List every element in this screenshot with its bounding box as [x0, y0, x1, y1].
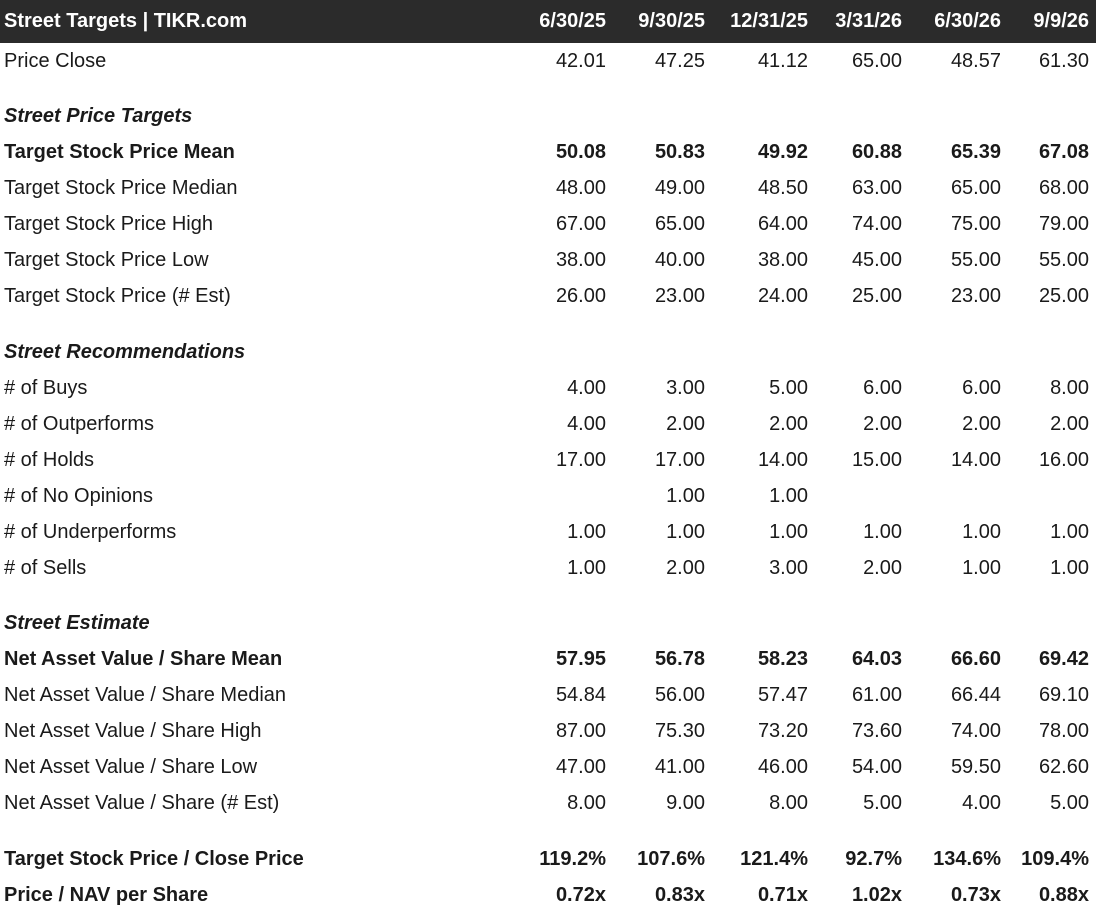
table-row [0, 841, 1096, 877]
table-cell [1001, 478, 1089, 514]
table-cell: 50.83 [654, 141, 705, 163]
table-cell: 1.00 [666, 485, 705, 507]
table-row [0, 242, 1096, 278]
table-row [0, 43, 1096, 79]
table-cell: 41.00 [654, 756, 705, 778]
row-label: Target Stock Price / Close Price [4, 848, 304, 870]
table-cell: 45.00 [851, 249, 902, 271]
table-cell: 1.00 [1050, 521, 1089, 543]
table-cell: 64.00 [757, 213, 808, 235]
table-cell: 1.00 [769, 485, 808, 507]
table-cell: 74.00 [950, 720, 1001, 742]
table-cell: 54.00 [851, 756, 902, 778]
table-cell: 67.00 [555, 213, 606, 235]
table-cell: 6.00 [863, 377, 902, 399]
table-cell: 46.00 [757, 756, 808, 778]
table-cell: 1.02x [851, 884, 902, 906]
table-cell: 5.00 [863, 792, 902, 814]
table-cell: 119.2% [539, 848, 606, 870]
row-label: Target Stock Price Median [4, 177, 238, 199]
table-cell: 17.00 [555, 449, 606, 471]
table-row [0, 877, 1096, 913]
table-row [0, 550, 1096, 586]
table-cell: 15.00 [851, 449, 902, 471]
row-label: Target Stock Price (# Est) [4, 285, 231, 307]
table-cell: 42.01 [555, 50, 606, 72]
table-cell [500, 478, 606, 514]
table-cell: 14.00 [950, 449, 1001, 471]
table-cell: 2.00 [962, 413, 1001, 435]
table-cell: 87.00 [555, 720, 606, 742]
table-cell: 38.00 [555, 249, 606, 271]
table-cell: 73.60 [851, 720, 902, 742]
table-cell: 47.00 [555, 756, 606, 778]
table-cell: 16.00 [1038, 449, 1089, 471]
table-cell: 40.00 [654, 249, 705, 271]
table-cell: 2.00 [863, 557, 902, 579]
table-cell: 58.23 [757, 648, 808, 670]
table-cell: 75.30 [654, 720, 705, 742]
table-row [0, 370, 1096, 406]
table-cell: 8.00 [567, 792, 606, 814]
table-row [0, 785, 1096, 821]
table-row [0, 134, 1096, 170]
table-row [0, 442, 1096, 478]
table-cell: 57.95 [555, 648, 606, 670]
table-cell: 1.00 [1050, 557, 1089, 579]
row-label: Target Stock Price Mean [4, 141, 235, 163]
table-cell: 75.00 [950, 213, 1001, 235]
table-cell: 3.00 [666, 377, 705, 399]
row-label: Price / NAV per Share [4, 884, 209, 906]
column-header: 12/31/25 [730, 10, 808, 32]
section-heading-row [0, 98, 1096, 134]
table-cell: 65.00 [654, 213, 705, 235]
table-cell: 107.6% [637, 848, 705, 870]
row-label: Net Asset Value / Share Median [4, 684, 287, 706]
table-cell: 48.50 [757, 177, 808, 199]
table-cell: 49.92 [757, 141, 808, 163]
table-row [0, 478, 1096, 514]
table-cell: 23.00 [950, 285, 1001, 307]
table-cell [808, 478, 902, 514]
section-heading-row [0, 605, 1096, 641]
row-label: Price Close [4, 50, 107, 72]
table-cell: 47.25 [654, 50, 705, 72]
table-cell: 6.00 [962, 377, 1001, 399]
table-cell: 79.00 [1038, 213, 1089, 235]
table-cell: 0.88x [1038, 884, 1089, 906]
row-label: Target Stock Price Low [4, 249, 209, 271]
table-cell: 0.83x [654, 884, 705, 906]
row-label: # of No Opinions [4, 485, 153, 507]
table-cell: 23.00 [654, 285, 705, 307]
table-cell: 56.00 [654, 684, 705, 706]
table-cell: 68.00 [1038, 177, 1089, 199]
table-cell: 0.72x [555, 884, 606, 906]
row-label: # of Holds [4, 449, 95, 471]
table-cell: 9.00 [666, 792, 705, 814]
table-cell: 62.60 [1038, 756, 1089, 778]
section-heading: Street Estimate [4, 612, 150, 634]
table-row [0, 406, 1096, 442]
table-cell: 134.6% [933, 848, 1001, 870]
table-cell: 65.00 [950, 177, 1001, 199]
table-cell: 25.00 [1038, 285, 1089, 307]
table-cell: 1.00 [962, 521, 1001, 543]
table-cell: 64.03 [851, 648, 902, 670]
table-cell: 2.00 [863, 413, 902, 435]
table-cell: 55.00 [1038, 249, 1089, 271]
table-cell: 25.00 [851, 285, 902, 307]
table-cell: 4.00 [962, 792, 1001, 814]
table-cell: 2.00 [666, 557, 705, 579]
row-label: Net Asset Value / Share Low [4, 756, 258, 778]
table-row [0, 641, 1096, 677]
table-cell: 121.4% [740, 848, 808, 870]
table-cell: 78.00 [1038, 720, 1089, 742]
table-cell: 2.00 [666, 413, 705, 435]
table-cell: 1.00 [863, 521, 902, 543]
table-cell: 2.00 [769, 413, 808, 435]
table-cell: 2.00 [1050, 413, 1089, 435]
table-cell: 56.78 [654, 648, 705, 670]
table-cell: 74.00 [851, 213, 902, 235]
table-cell [902, 478, 1001, 514]
table-cell: 0.73x [950, 884, 1001, 906]
row-label: # of Buys [4, 377, 88, 399]
row-label: # of Outperforms [4, 413, 155, 435]
table-row [0, 749, 1096, 785]
table-cell: 57.47 [757, 684, 808, 706]
table-cell: 65.39 [950, 141, 1001, 163]
section-heading: Street Price Targets [4, 105, 193, 127]
row-label: Net Asset Value / Share Mean [4, 648, 283, 670]
row-label: # of Sells [4, 557, 87, 579]
table-cell: 69.42 [1038, 648, 1089, 670]
section-heading-row [0, 334, 1096, 370]
row-label: # of Underperforms [4, 521, 177, 543]
column-header: 9/9/26 [1033, 10, 1089, 32]
table-cell: 0.71x [757, 884, 808, 906]
table-cell: 66.60 [950, 648, 1001, 670]
table-cell: 1.00 [567, 521, 606, 543]
column-header: 6/30/26 [934, 10, 1001, 32]
table-cell: 109.4% [1021, 848, 1089, 870]
table-title: Street Targets | TIKR.com [4, 10, 248, 32]
table-cell: 3.00 [769, 557, 808, 579]
section-heading: Street Recommendations [4, 341, 246, 363]
table-cell: 8.00 [1050, 377, 1089, 399]
table-cell: 1.00 [567, 557, 606, 579]
table-cell: 8.00 [769, 792, 808, 814]
table-cell: 1.00 [666, 521, 705, 543]
table-cell: 4.00 [567, 377, 606, 399]
table-cell: 63.00 [851, 177, 902, 199]
table-row [0, 170, 1096, 206]
table-cell: 55.00 [950, 249, 1001, 271]
row-label: Net Asset Value / Share (# Est) [4, 792, 280, 814]
table-cell: 38.00 [757, 249, 808, 271]
table-cell: 61.00 [851, 684, 902, 706]
table-cell: 50.08 [555, 141, 606, 163]
column-header: 9/30/25 [638, 10, 705, 32]
table-cell: 41.12 [757, 50, 808, 72]
table-row [0, 206, 1096, 242]
table-row [0, 514, 1096, 550]
table-cell: 24.00 [757, 285, 808, 307]
table-cell: 48.00 [555, 177, 606, 199]
table-cell: 61.30 [1038, 50, 1089, 72]
table-cell: 92.7% [845, 848, 902, 870]
table-cell: 60.88 [851, 141, 902, 163]
table-cell: 54.84 [555, 684, 606, 706]
table-cell: 65.00 [851, 50, 902, 72]
table-cell: 59.50 [950, 756, 1001, 778]
table-cell: 1.00 [962, 557, 1001, 579]
column-header: 3/31/26 [835, 10, 902, 32]
table-cell: 49.00 [654, 177, 705, 199]
table-cell: 5.00 [769, 377, 808, 399]
table-cell: 17.00 [654, 449, 705, 471]
table-cell: 14.00 [757, 449, 808, 471]
table-header [0, 0, 1096, 43]
table-cell: 69.10 [1038, 684, 1089, 706]
table-cell: 4.00 [567, 413, 606, 435]
column-header: 6/30/25 [539, 10, 606, 32]
table-cell: 1.00 [769, 521, 808, 543]
table-row [0, 677, 1096, 713]
table-cell: 67.08 [1038, 141, 1089, 163]
table-cell: 66.44 [950, 684, 1001, 706]
table-row [0, 713, 1096, 749]
row-label: Target Stock Price High [4, 213, 213, 235]
table-cell: 73.20 [757, 720, 808, 742]
table-cell: 5.00 [1050, 792, 1089, 814]
row-label: Net Asset Value / Share High [4, 720, 262, 742]
table-row [0, 278, 1096, 314]
table-cell: 26.00 [555, 285, 606, 307]
table-cell: 48.57 [950, 50, 1001, 72]
